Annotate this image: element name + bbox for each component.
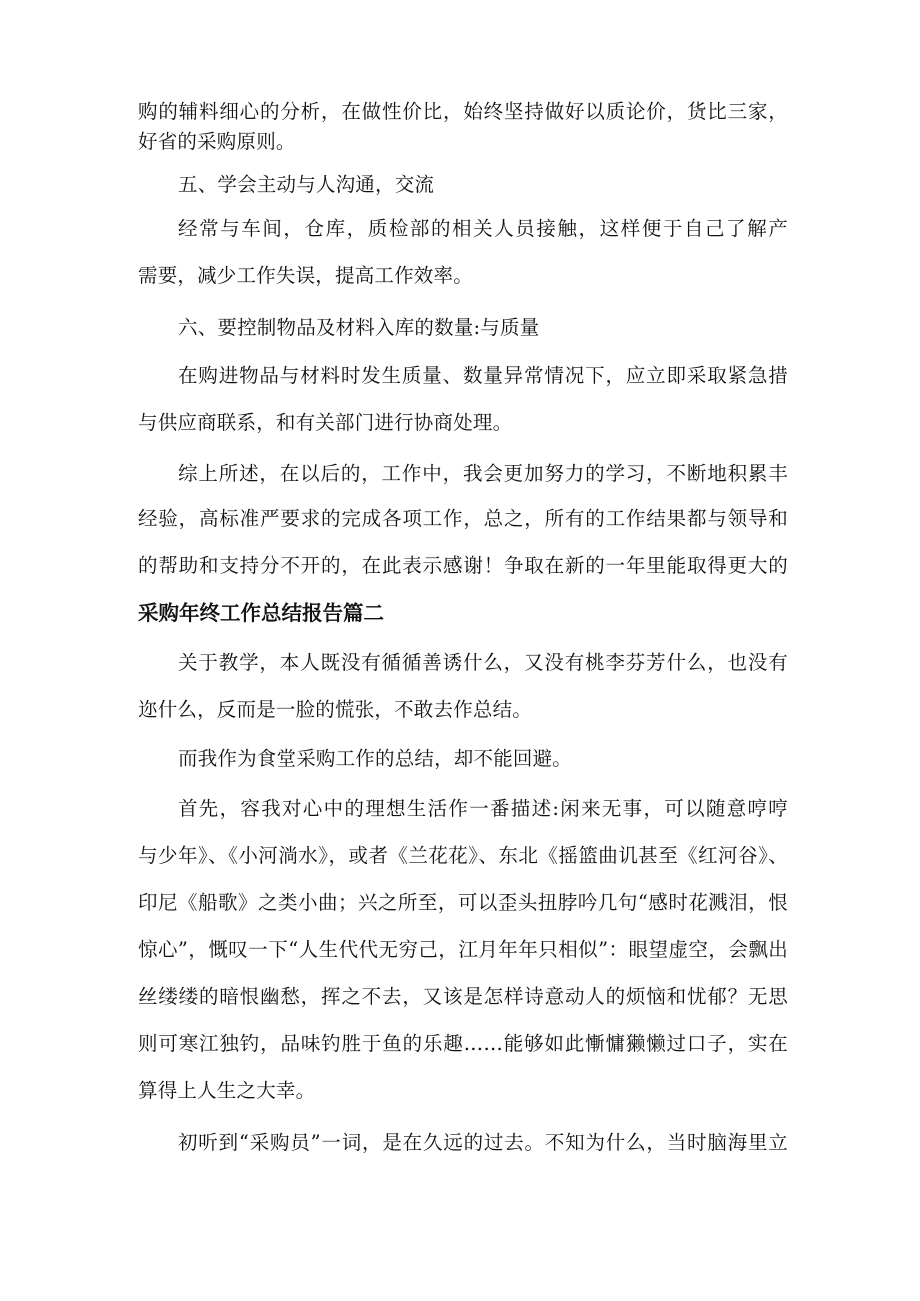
paragraph-line: 经验，高标准严要求的完成各项工作，总之，所有的工作结果都与领导和 <box>138 507 788 530</box>
paragraph-line: 好省的采购原则。 <box>138 130 296 153</box>
paragraph-line: 则可寒江独钓，品味钓胜于鱼的乐趣……能够如此慚慵獭懒过口子，实在 <box>138 1032 788 1055</box>
paragraph-line: 迩什么，反而是一脸的慌张，不敢去作总结。 <box>138 698 533 721</box>
paragraph-line: 丝缕缕的暗恨幽愁，挥之不去，又该是怎样诗意动人的烦恼和忧郁？无思 <box>138 985 788 1008</box>
paragraph-line: 与供应商联系，和有关部门进行协商处理。 <box>138 411 513 434</box>
section-title: 六、要控制物品及材料入库的数量:与质量 <box>178 316 540 339</box>
section-heading: 采购年终工作总结报告篇二 <box>138 601 384 625</box>
section-title: 五、学会主动与人沟通，交流 <box>178 173 435 196</box>
paragraph-line: 的帮助和支持分不开的，在此表示感谢！争取在新的一年里能取得更大的 <box>138 554 788 577</box>
paragraph-line: 首先，容我对心中的理想生活作一番描述:闲来无事，可以随意哼哼 <box>178 797 788 820</box>
paragraph-line: 与少年》、《小河淌水》，或者《兰花花》、东北《摇篮曲讥甚至《红河谷》、 <box>138 844 788 867</box>
paragraph-line: 购的辅料细心的分析，在做性价比，始终坚持做好以质论价，货比三家， <box>138 100 788 123</box>
paragraph-line: 初听到“采购员”一词，是在久远的过去。不知为什么，当时脑海里立 <box>178 1131 788 1154</box>
paragraph-line: 在购进物品与材料时发生质量、数量异常情况下，应立即采取紧急措 <box>178 364 788 387</box>
paragraph-line: 综上所述，在以后的，工作中，我会更加努力的学习，不断地积累丰 <box>178 462 788 485</box>
paragraph-line: 惊心”，慨叹一下“人生代代无穷己，江月年年只相似”：眼望虚空，会飘出 <box>138 938 788 961</box>
paragraph-line: 算得上人生之大幸。 <box>138 1079 316 1102</box>
paragraph-line: 经常与车间，仓库，质检部的相关人员接触，这样便于自己了解产 <box>178 217 788 240</box>
paragraph-line: 关于教学，本人既没有循循善诱什么，又没有桃李芬芳什么，也没有 <box>178 651 788 674</box>
paragraph-line: 而我作为食堂采购工作的总结，却不能回避。 <box>178 747 573 770</box>
paragraph-line: 需要，减少工作失误，提高工作效率。 <box>138 264 473 287</box>
paragraph-line: 印尼《船歌》之类小曲；兴之所至，可以歪头扭脖吟几句“感时花溅泪，恨 <box>138 891 788 914</box>
